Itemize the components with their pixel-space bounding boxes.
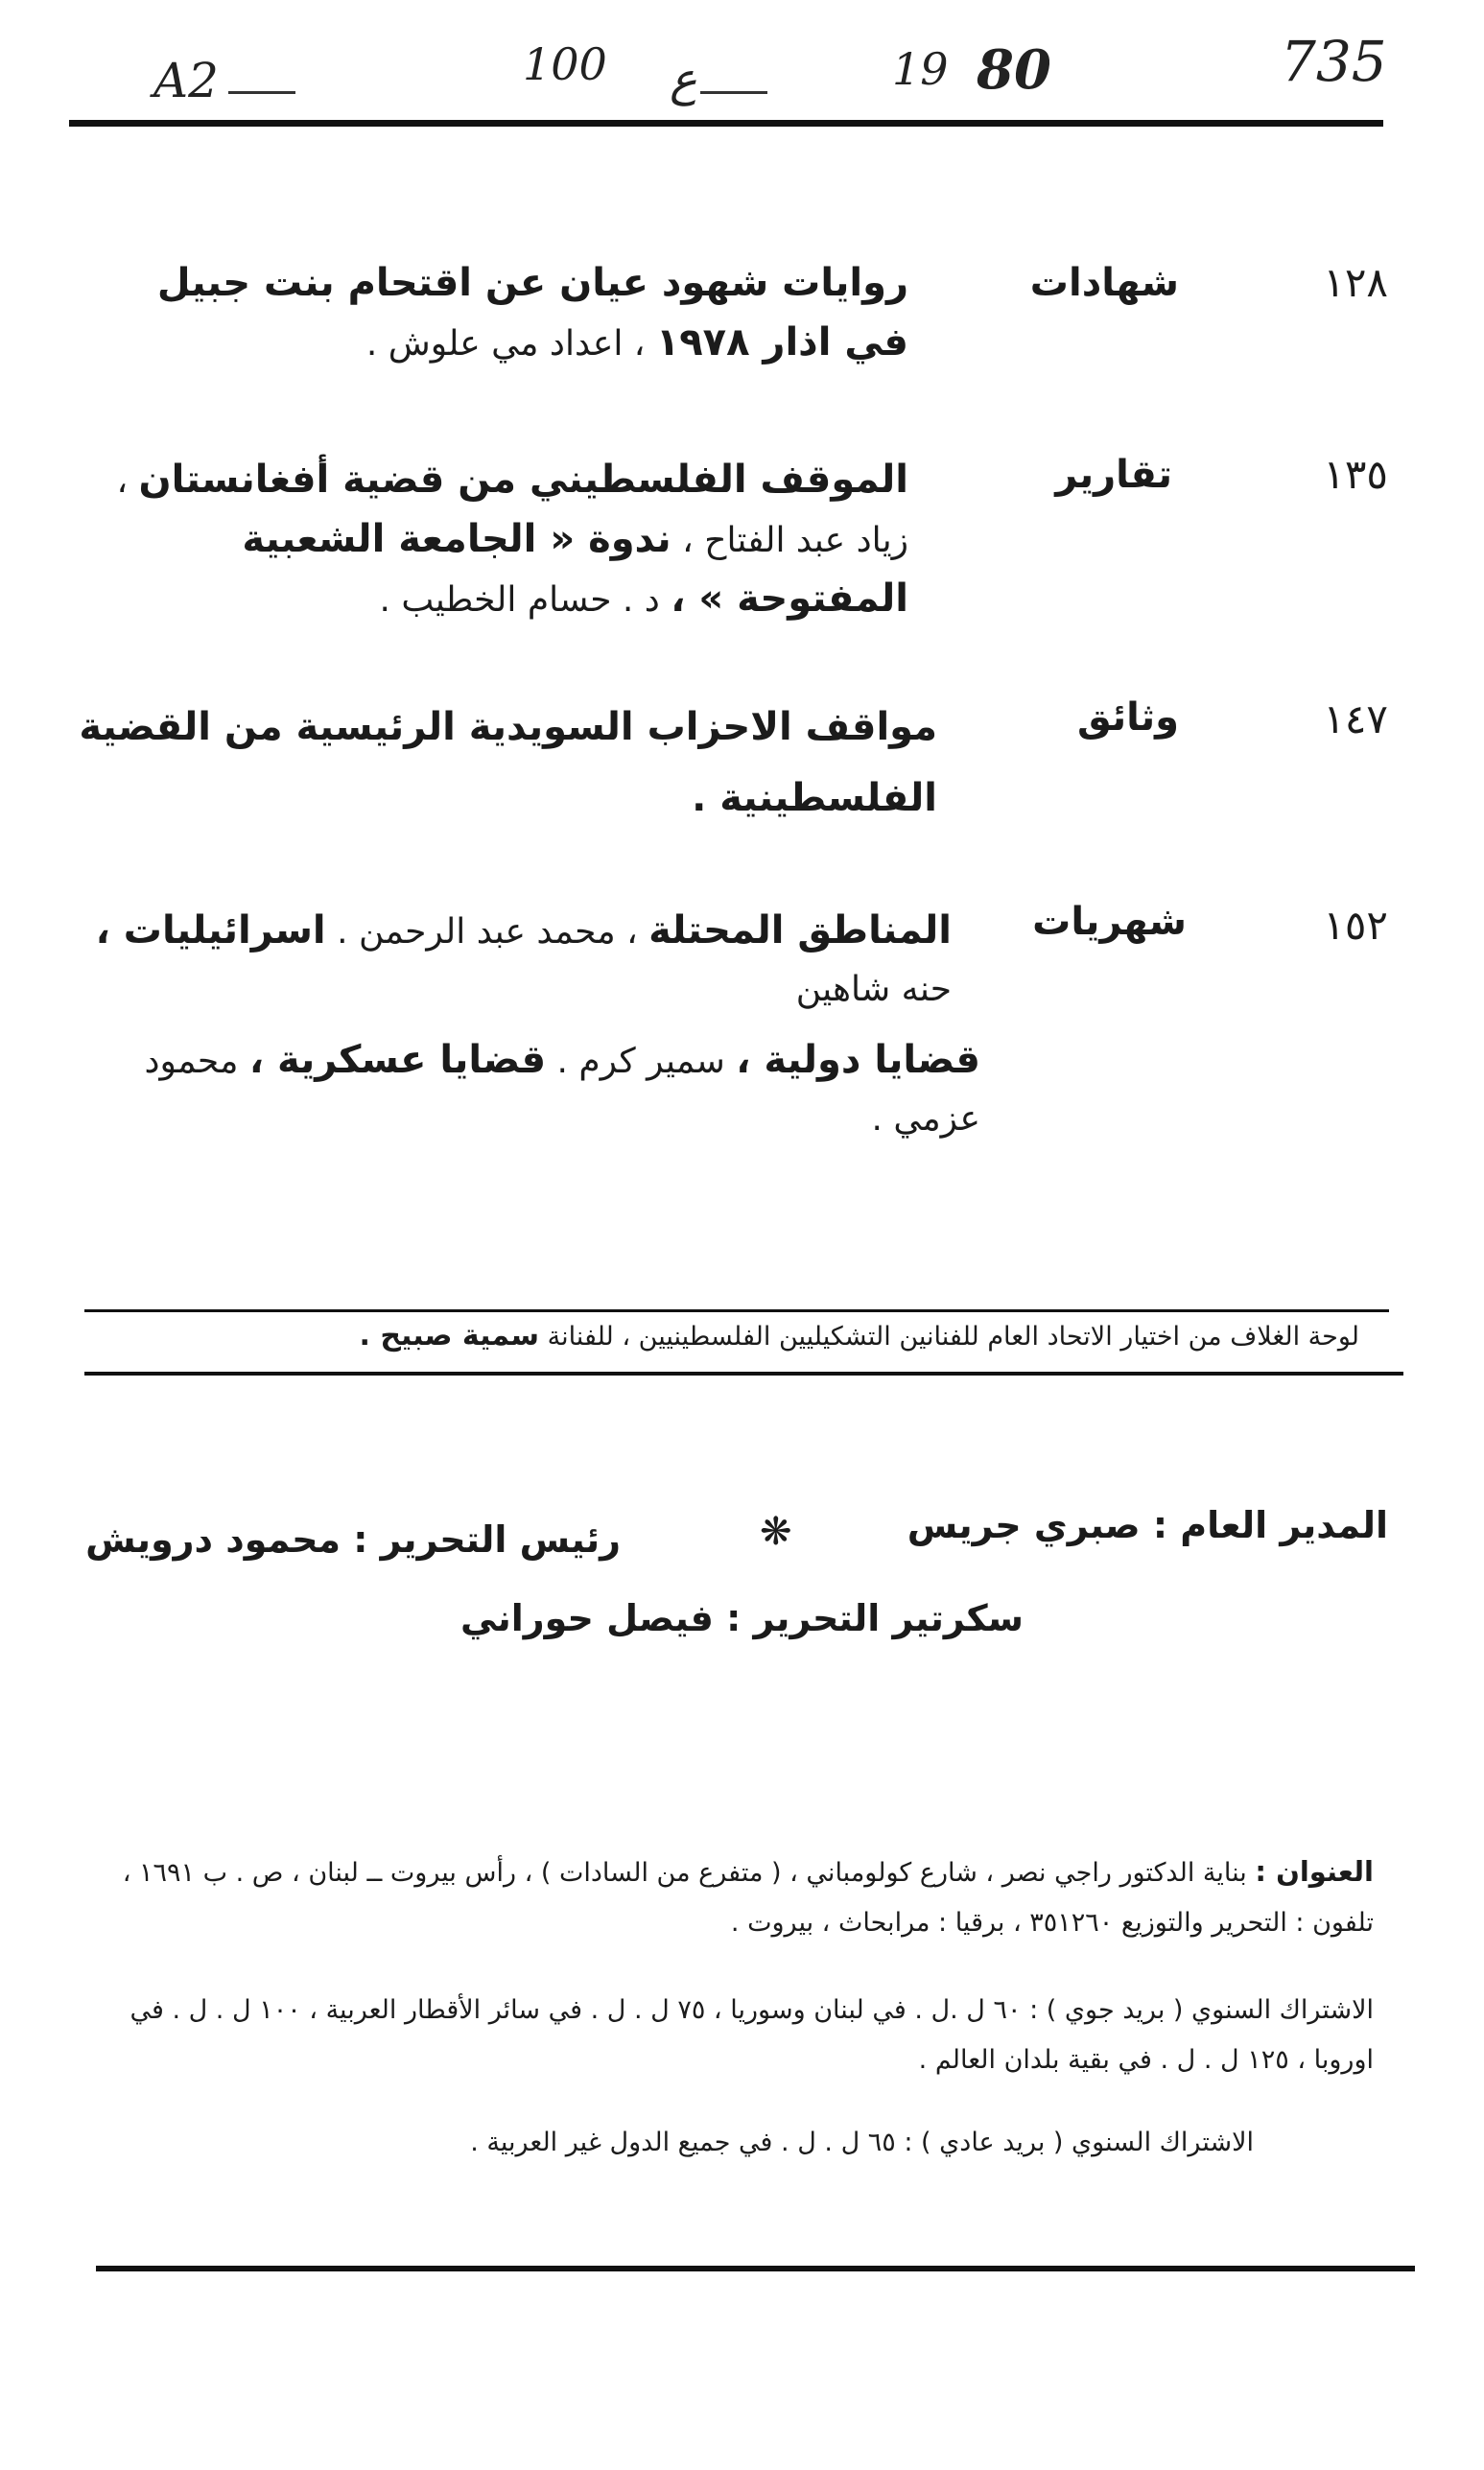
entry-title: قضايا عسكرية ، <box>248 1038 547 1082</box>
page-number: ١٢٨ <box>1323 259 1388 306</box>
handwritten-dash <box>700 91 767 94</box>
cover-note-text: لوحة الغلاف من اختيار الاتحاد العام للفنانين التشكيليين الفلسطينيين ، للفنانة <box>547 1322 1359 1352</box>
cover-artist: سمية صبيح . <box>359 1319 539 1353</box>
cover-note-bottom-rule <box>84 1372 1403 1376</box>
general-manager: المدير العام : صبري جريس <box>907 1504 1388 1546</box>
section-title: شهريات <box>1032 900 1187 944</box>
entry-author: ، زياد عبد الفتاح ، <box>116 461 908 560</box>
handwritten-number: 100 <box>523 38 607 90</box>
editorial-secretary: سكرتير التحرير : فيصل حوراني <box>460 1597 1024 1639</box>
entry-author: د . حسام الخطيب . <box>379 580 660 620</box>
address-text: بناية الدكتور راجي نصر ، شارع كولومباني ، ( متفرع من السادات ) ، رأس بيروت ــ لبنان ، ص . ب ١٦٩١ ، تلفون : التحرير والتوزيع ٣٥١٢٦٠ ، برقيا : مرابحاث ، بيروت . <box>122 1858 1374 1938</box>
contents-entry <box>74 693 937 835</box>
contents-entry <box>74 902 952 1019</box>
entry-title: مواقف الاحزاب السويدية الرئيسية من القضية الفلسطينية . <box>79 705 937 820</box>
entry-author: محمود عزمي . <box>144 1042 980 1139</box>
entry-title: ندوة « الجامعة الشعبية المفتوحة » ، <box>242 517 908 621</box>
handwritten-code: A2 <box>153 53 219 108</box>
section-title: شهادات <box>1029 261 1179 305</box>
entry-title: قضايا دولية ، <box>736 1038 980 1082</box>
address-label: العنوان : <box>1255 1855 1374 1888</box>
cover-note-top-rule <box>84 1309 1389 1312</box>
handwritten-year-end: 80 <box>977 38 1051 102</box>
section-title: تقارير <box>1055 453 1172 497</box>
handwritten-letter: ع <box>670 53 697 106</box>
top-rule <box>69 120 1383 127</box>
subscription-air: الاشتراك السنوي ( بريد جوي ) : ٦٠ ل .ل . في لبنان وسوريا ، ٧٥ ل . ل . في سائر الأقطار العربية ، ١٠٠ ل . ل . في اوروبا ، ١٢٥ ل . ل . في بقية بلدان العالم . <box>130 1995 1374 2075</box>
entry-author: ، محمد عبد الرحمن . <box>337 912 638 952</box>
entry-title: الموقف الفلسطيني من قضية أفغانستان <box>138 458 908 502</box>
cover-note <box>93 1319 1359 1353</box>
entry-title-cont: في اذار ١٩٧٨ <box>655 320 908 365</box>
separator-asterisk: ❋ <box>760 1510 792 1554</box>
handwritten-page: 735 <box>1281 29 1387 94</box>
page-number: ١٤٧ <box>1323 695 1388 742</box>
contents-entry <box>74 1031 980 1148</box>
entry-title: المناطق المحتلة <box>648 908 952 953</box>
entry-title: روايات شهود عيان عن اقتحام بنت جبيل <box>156 261 908 305</box>
address-block <box>107 1847 1374 1948</box>
bottom-rule <box>96 2266 1415 2271</box>
section-title: وثائق <box>1077 695 1179 740</box>
editor-in-chief: رئيس التحرير : محمود درويش <box>85 1518 621 1561</box>
entry-author: سمير كرم . <box>556 1042 725 1081</box>
handwritten-year: 19 <box>892 43 949 95</box>
entry-title: اسرائيليات ، <box>95 908 326 953</box>
contents-entry <box>122 254 908 373</box>
page-number: ١٣٥ <box>1323 451 1388 498</box>
page-number: ١٥٢ <box>1323 902 1388 949</box>
entry-author: ، اعداد مي علوش . <box>365 324 646 364</box>
entry-author: حنه شاهين <box>795 970 952 1009</box>
contents-entry <box>74 451 908 629</box>
subscription-regular: الاشتراك السنوي ( بريد عادي ) : ٦٥ ل . ل . في جميع الدول غير العربية . <box>470 2128 1254 2157</box>
handwritten-underline <box>228 91 295 94</box>
